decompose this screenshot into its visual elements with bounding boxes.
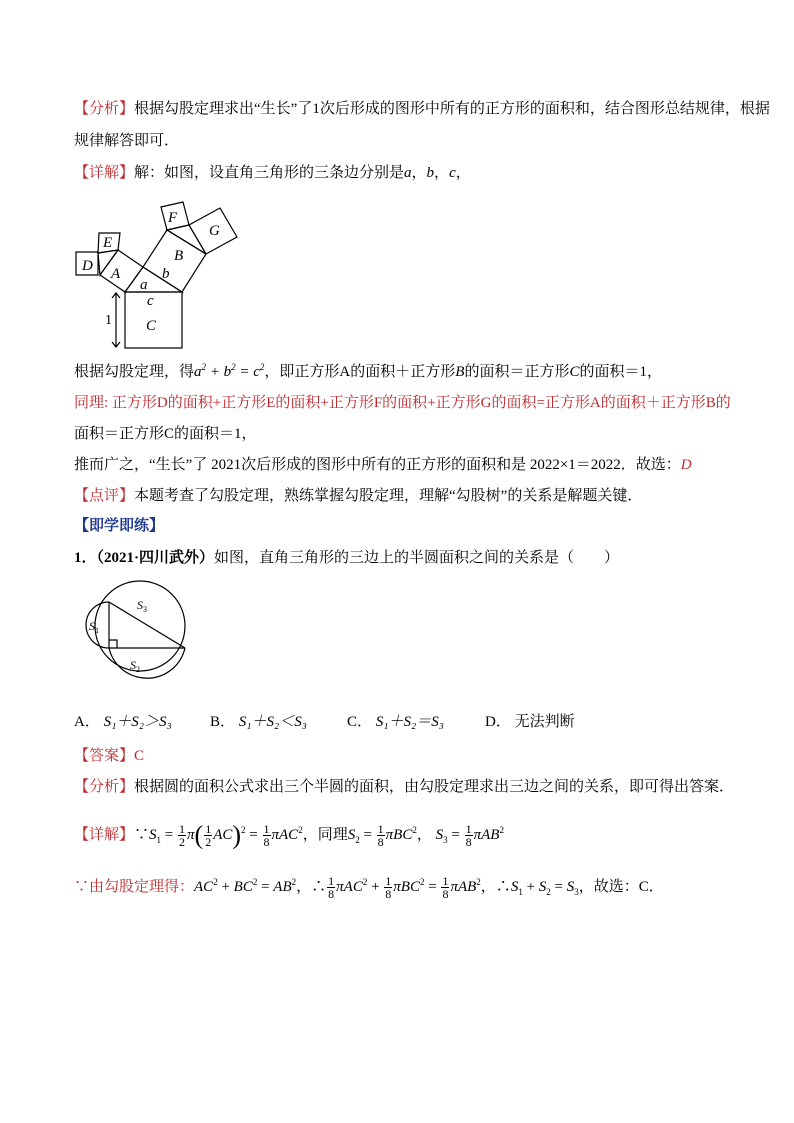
- question-text: 如图，直角三角形的三边上的半圆面积之间的关系是（ ）: [214, 550, 620, 566]
- label-F: F: [168, 210, 178, 226]
- comment-tag: 【点评】: [74, 488, 135, 504]
- detail2-because: ∵由勾股定理得：: [74, 879, 195, 895]
- option-C[interactable]: C． S₁＋S₂＝S₃: [347, 714, 444, 730]
- label-a: a: [140, 277, 148, 293]
- analysis2-text: 根据圆的面积公式求出三个半圆的面积，由勾股定理求出三边之间的关系，即可得出答案．: [134, 779, 735, 795]
- semicircles-figure: [75, 578, 195, 693]
- choice-D: D: [680, 457, 692, 473]
- detail2-tag: 【详解】: [74, 827, 135, 843]
- analysis-line-2: [74, 131, 179, 151]
- small-triangle-B: [167, 225, 206, 254]
- area-text: 面积＝正方形C的面积＝1，: [74, 426, 257, 442]
- analysis2-line: [74, 777, 734, 797]
- label-one: 1: [105, 313, 112, 328]
- label-b: b: [162, 266, 170, 282]
- comment-text: 本题考查了勾股定理，熟练掌握勾股定理，理解“勾股树”的关系是解题关键．: [134, 488, 643, 504]
- area-line: [74, 424, 257, 444]
- tongli-line: [74, 393, 731, 413]
- practice-heading: 【即学即练】: [74, 518, 165, 534]
- option-A-expr: S₁＋S₂＞S₃: [103, 714, 172, 730]
- pythagoras-line: 根据勾股定理，得$a^2 + b^2 = c^2$，即正方形A的面积＋正方形B的面积＝正方形C的面积＝1，: [74, 362, 662, 380]
- text2-b: ，即正方形A的面积＋正方形: [264, 364, 456, 380]
- answer-tag: 【答案】: [74, 748, 135, 764]
- analysis-tag: 【分析】: [74, 101, 135, 117]
- text2-a: 根据勾股定理，得: [74, 364, 195, 380]
- semicircle-S2: [109, 648, 185, 678]
- comment-line: [74, 486, 642, 506]
- label-D: D: [82, 258, 93, 274]
- answer-line: [74, 746, 144, 766]
- option-B[interactable]: B． S₁＋S₂＜S₃: [210, 714, 307, 730]
- answer-value: C: [134, 748, 145, 764]
- option-D-expr: 无法判断: [514, 714, 575, 730]
- question-number: 1．: [74, 550, 97, 566]
- analysis-text-2: 规律解答即可．: [74, 133, 180, 149]
- var-b: b: [426, 165, 435, 181]
- equation-abc: $a^2 + b^2 = c^2$: [194, 362, 265, 380]
- label-S2: $S_2$: [130, 658, 140, 674]
- var-a: a: [404, 165, 412, 181]
- text2-d: 的面积＝1，: [579, 364, 662, 380]
- analysis-text-1: 根据勾股定理求出“生长”了1次后形成的图形中所有的正方形的面积和，结合图形总结规律，根据: [134, 101, 770, 117]
- option-D[interactable]: D． 无法判断: [485, 714, 575, 730]
- option-A[interactable]: A． S₁＋S₂＞S₃: [74, 714, 172, 730]
- tongli-text: 同理: 正方形D的面积+正方形E的面积+正方形F的面积+正方形G的面积=正方形A的面积＋正方形B的: [74, 395, 731, 411]
- square-A: [100, 250, 143, 292]
- label-S1: $S_1$: [89, 619, 99, 635]
- detail-intro: 解：如图，设直角三角形的三条边分别是: [134, 165, 405, 181]
- question-source: （2021·四川武外）: [96, 550, 215, 566]
- general-line: [74, 455, 692, 475]
- label-c: c: [147, 293, 154, 309]
- option-B-expr: S₁＋S₂＜S₃: [238, 714, 307, 730]
- text2-c: 的面积＝正方形: [464, 364, 570, 380]
- label-S3: $S_3$: [137, 598, 147, 614]
- detail-line-1: 【详解】解：如图，设直角三角形的三条边分别是a，b，c，: [74, 165, 471, 181]
- label-B: B: [174, 248, 184, 264]
- label-C: C: [146, 318, 157, 334]
- general-text: 推而广之，“生长”了 2021次后形成的图形中所有的正方形的面积和是 2022×1＝2022．故选：: [74, 457, 681, 473]
- label-G: G: [209, 223, 220, 239]
- var-c: c: [449, 165, 456, 181]
- label-A: A: [111, 266, 121, 282]
- detail2-line-2: ∵由勾股定理得：$AC^2 + BC^2 = AB^2$，∴ $\frac{1}{8}$ πAC$^2$ + $\frac{1}{8}$ πBC$^2$ = $\frac{1}{8}$ πAB$^2$，$\therefore S_1 + S_2 = S_3$，故选：C．: [74, 874, 664, 902]
- option-C-expr: S₁＋S₂＝S₃: [375, 714, 444, 730]
- question-line: [74, 548, 619, 568]
- label-E: E: [103, 235, 113, 251]
- analysis2-tag: 【分析】: [74, 779, 135, 795]
- pythagoras-tree-figure: [70, 193, 270, 353]
- detail-tag: 【详解】: [74, 165, 135, 181]
- analysis-line-1: [74, 99, 770, 119]
- detail2-line-1: 【详解】$\because S_1$ = $\frac{1}{2}$ π( $\frac{1}{2}$ AC)$^2$ = $\frac{1}{8}$ πAC$^2$，同理$S_2$ = $\frac{1}{8}$ πBC$^2$， $S_3$ = $\frac{1}{8}$ πAB$^2$: [74, 820, 504, 850]
